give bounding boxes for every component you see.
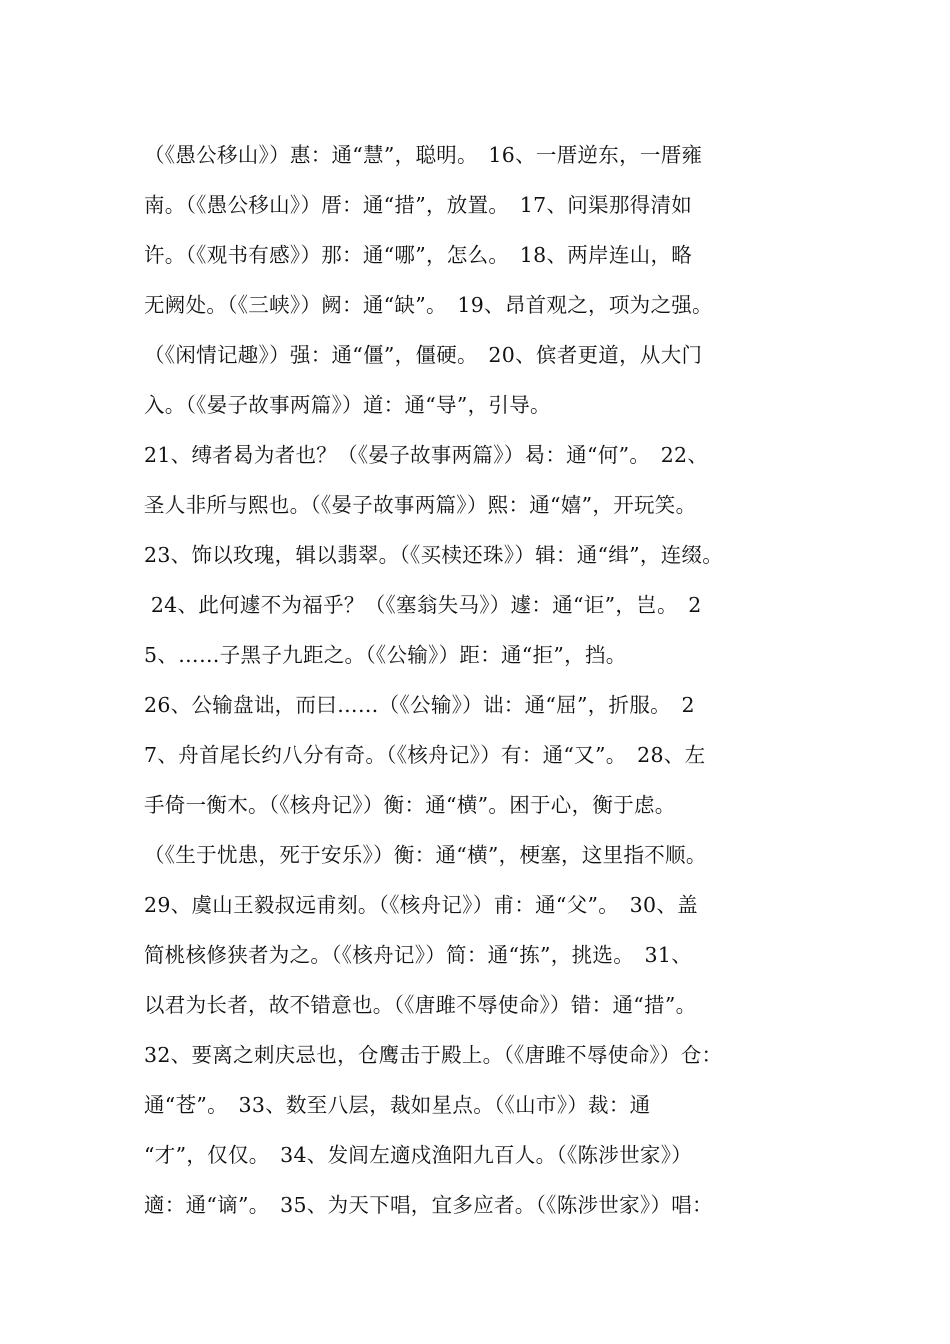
document-body (144, 130, 814, 1230)
text-line: 7、舟首尾长约八分有奇。（《核舟记》）有：通“又”。 28、左 (144, 743, 706, 767)
text-line: 5、……子黑子九距之。（《公输》）距：通“拒”，挡。 (144, 643, 627, 667)
text-line: （《生于忧患，死于安乐》）衡：通“横”，梗塞，这里指不顺。 (144, 843, 707, 867)
text-line: 手倚一衡木。（《核舟记》）衡：通“横”。困于心，衡于虑。 (144, 793, 676, 817)
text-line: 许。（《观书有感》）那：通“哪”，怎么。 18、两岸连山，略 (144, 243, 693, 267)
text-line: 適：通“谪”。 35、为天下唱，宜多应者。（《陈涉世家》）唱： (144, 1193, 713, 1217)
text-line: 以君为长者，故不错意也。（《唐雎不辱使命》）错：通“措”。 (144, 993, 697, 1017)
text-line: 26、公输盘诎，而曰……（《公输》）诎：通“屈”，折服。 2 (144, 693, 695, 717)
text-line: 简桃核修狭者为之。（《核舟记》）简：通“拣”，挑选。 31、 (144, 943, 693, 967)
text-line: 23、饰以玫瑰，辑以翡翠。（《买椟还珠》）辑：通“缉”，连缀。 (144, 543, 724, 567)
text-line: 入。（《晏子故事两篇》）道：通“导”，引导。 (144, 393, 551, 417)
text-line: 无阙处。（《三峡》）阙：通“缺”。 19、昂首观之，项为之强。 (144, 293, 713, 317)
text-line: 32、要离之刺庆忌也，仓鹰击于殿上。（《唐雎不辱使命》）仓： (144, 1043, 723, 1067)
text-line: 南。（《愚公移山》）厝：通“措”，放置。 17、问渠那得清如 (144, 193, 693, 217)
text-line: “才”，仅仅。 34、发闾左適戍渔阳九百人。（《陈涉世家》） (144, 1143, 693, 1167)
text-line: （《闲情记趣》）强：通“僵”，僵硬。 20、傧者更道，从大门 (144, 343, 703, 367)
text-line: 29、虞山王毅叔远甫刻。（《核舟记》）甫：通“父”。 30、盖 (144, 893, 698, 917)
text-line: （《愚公移山》）惠：通“慧”，聪明。 16、一厝逆东，一厝雍 (144, 143, 703, 167)
text-line: 24、此何遽不为福乎？（《塞翁失马》）遽：通“讵”，岂。 2 (144, 593, 702, 617)
text-line: 圣人非所与熙也。（《晏子故事两篇》）熙：通“嬉”，开玩笑。 (144, 493, 697, 517)
text-line: 21、缚者曷为者也？（《晏子故事两篇》）曷：通“何”。 22、 (144, 443, 709, 467)
text-line: 通“苍”。 33、数至八层，裁如星点。（《山市》）裁：通 (144, 1093, 651, 1117)
